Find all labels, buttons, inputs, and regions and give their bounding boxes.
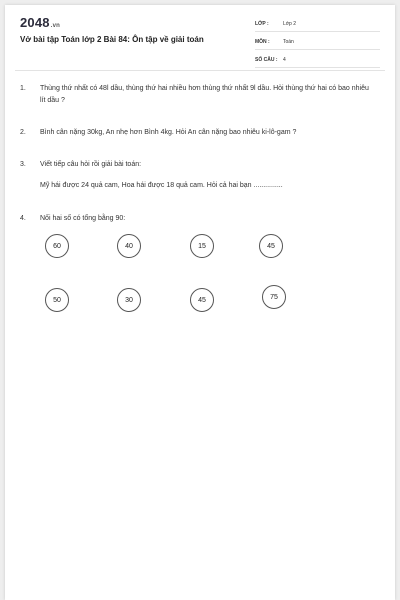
number-circle[interactable]: 50 [45,288,69,312]
logo-text: 2048 [20,15,50,30]
meta-label: LỚP : [255,21,269,27]
header-divider [15,70,385,71]
question-3 [20,159,375,192]
number-circle[interactable]: 75 [262,285,286,309]
question-number: 1. [20,85,26,92]
meta-row-subject [255,35,380,50]
logo[interactable] [20,15,60,30]
page-title: Vở bài tập Toán lớp 2 Bài 84: Ôn tập về giải toán [20,35,204,44]
question-text: Nối hai số có tổng bằng 90: [40,215,126,222]
number-circle[interactable]: 40 [117,234,141,258]
meta-label: MÔN : [255,39,270,45]
question-2 [20,127,375,139]
header [5,5,395,65]
meta-value: Toán [283,39,294,45]
question-text: Viết tiếp câu hỏi rồi giải bài toán: [40,161,142,168]
question-text: Bình cân nặng 30kg, An nhẹ hơn Bình 4kg. Hỏi An cân nặng bao nhiêu ki-lô-gam ? [40,129,297,136]
question-4 [20,213,375,225]
meta-value: Lớp 2 [283,21,297,27]
number-circle[interactable]: 30 [117,288,141,312]
logo-suffix: .vn [50,23,61,29]
meta-row-count [255,53,380,68]
question-text: Thùng thứ nhất có 48l dầu, thùng thứ hai nhiều hơn thùng thứ nhất 9l dầu. Hỏi thùng thứ hai có bao nhiêu lít dầu ? [40,85,369,104]
meta-info [255,17,380,71]
meta-row-class [255,17,380,32]
question-number: 2. [20,129,26,136]
meta-value: 4 [283,57,286,63]
meta-label: SỐ CÂU : [255,57,278,63]
question-number: 3. [20,161,26,168]
question-subtext: Mỹ hái được 24 quả cam, Hoa hái được 18 quả cam. Hỏi cả hai bạn ............... [40,182,283,189]
number-circle[interactable]: 15 [190,234,214,258]
question-1 [20,83,375,107]
number-circle[interactable]: 60 [45,234,69,258]
number-circle[interactable]: 45 [190,288,214,312]
worksheet [5,5,395,600]
question-number: 4. [20,215,26,222]
number-circle[interactable]: 45 [259,234,283,258]
